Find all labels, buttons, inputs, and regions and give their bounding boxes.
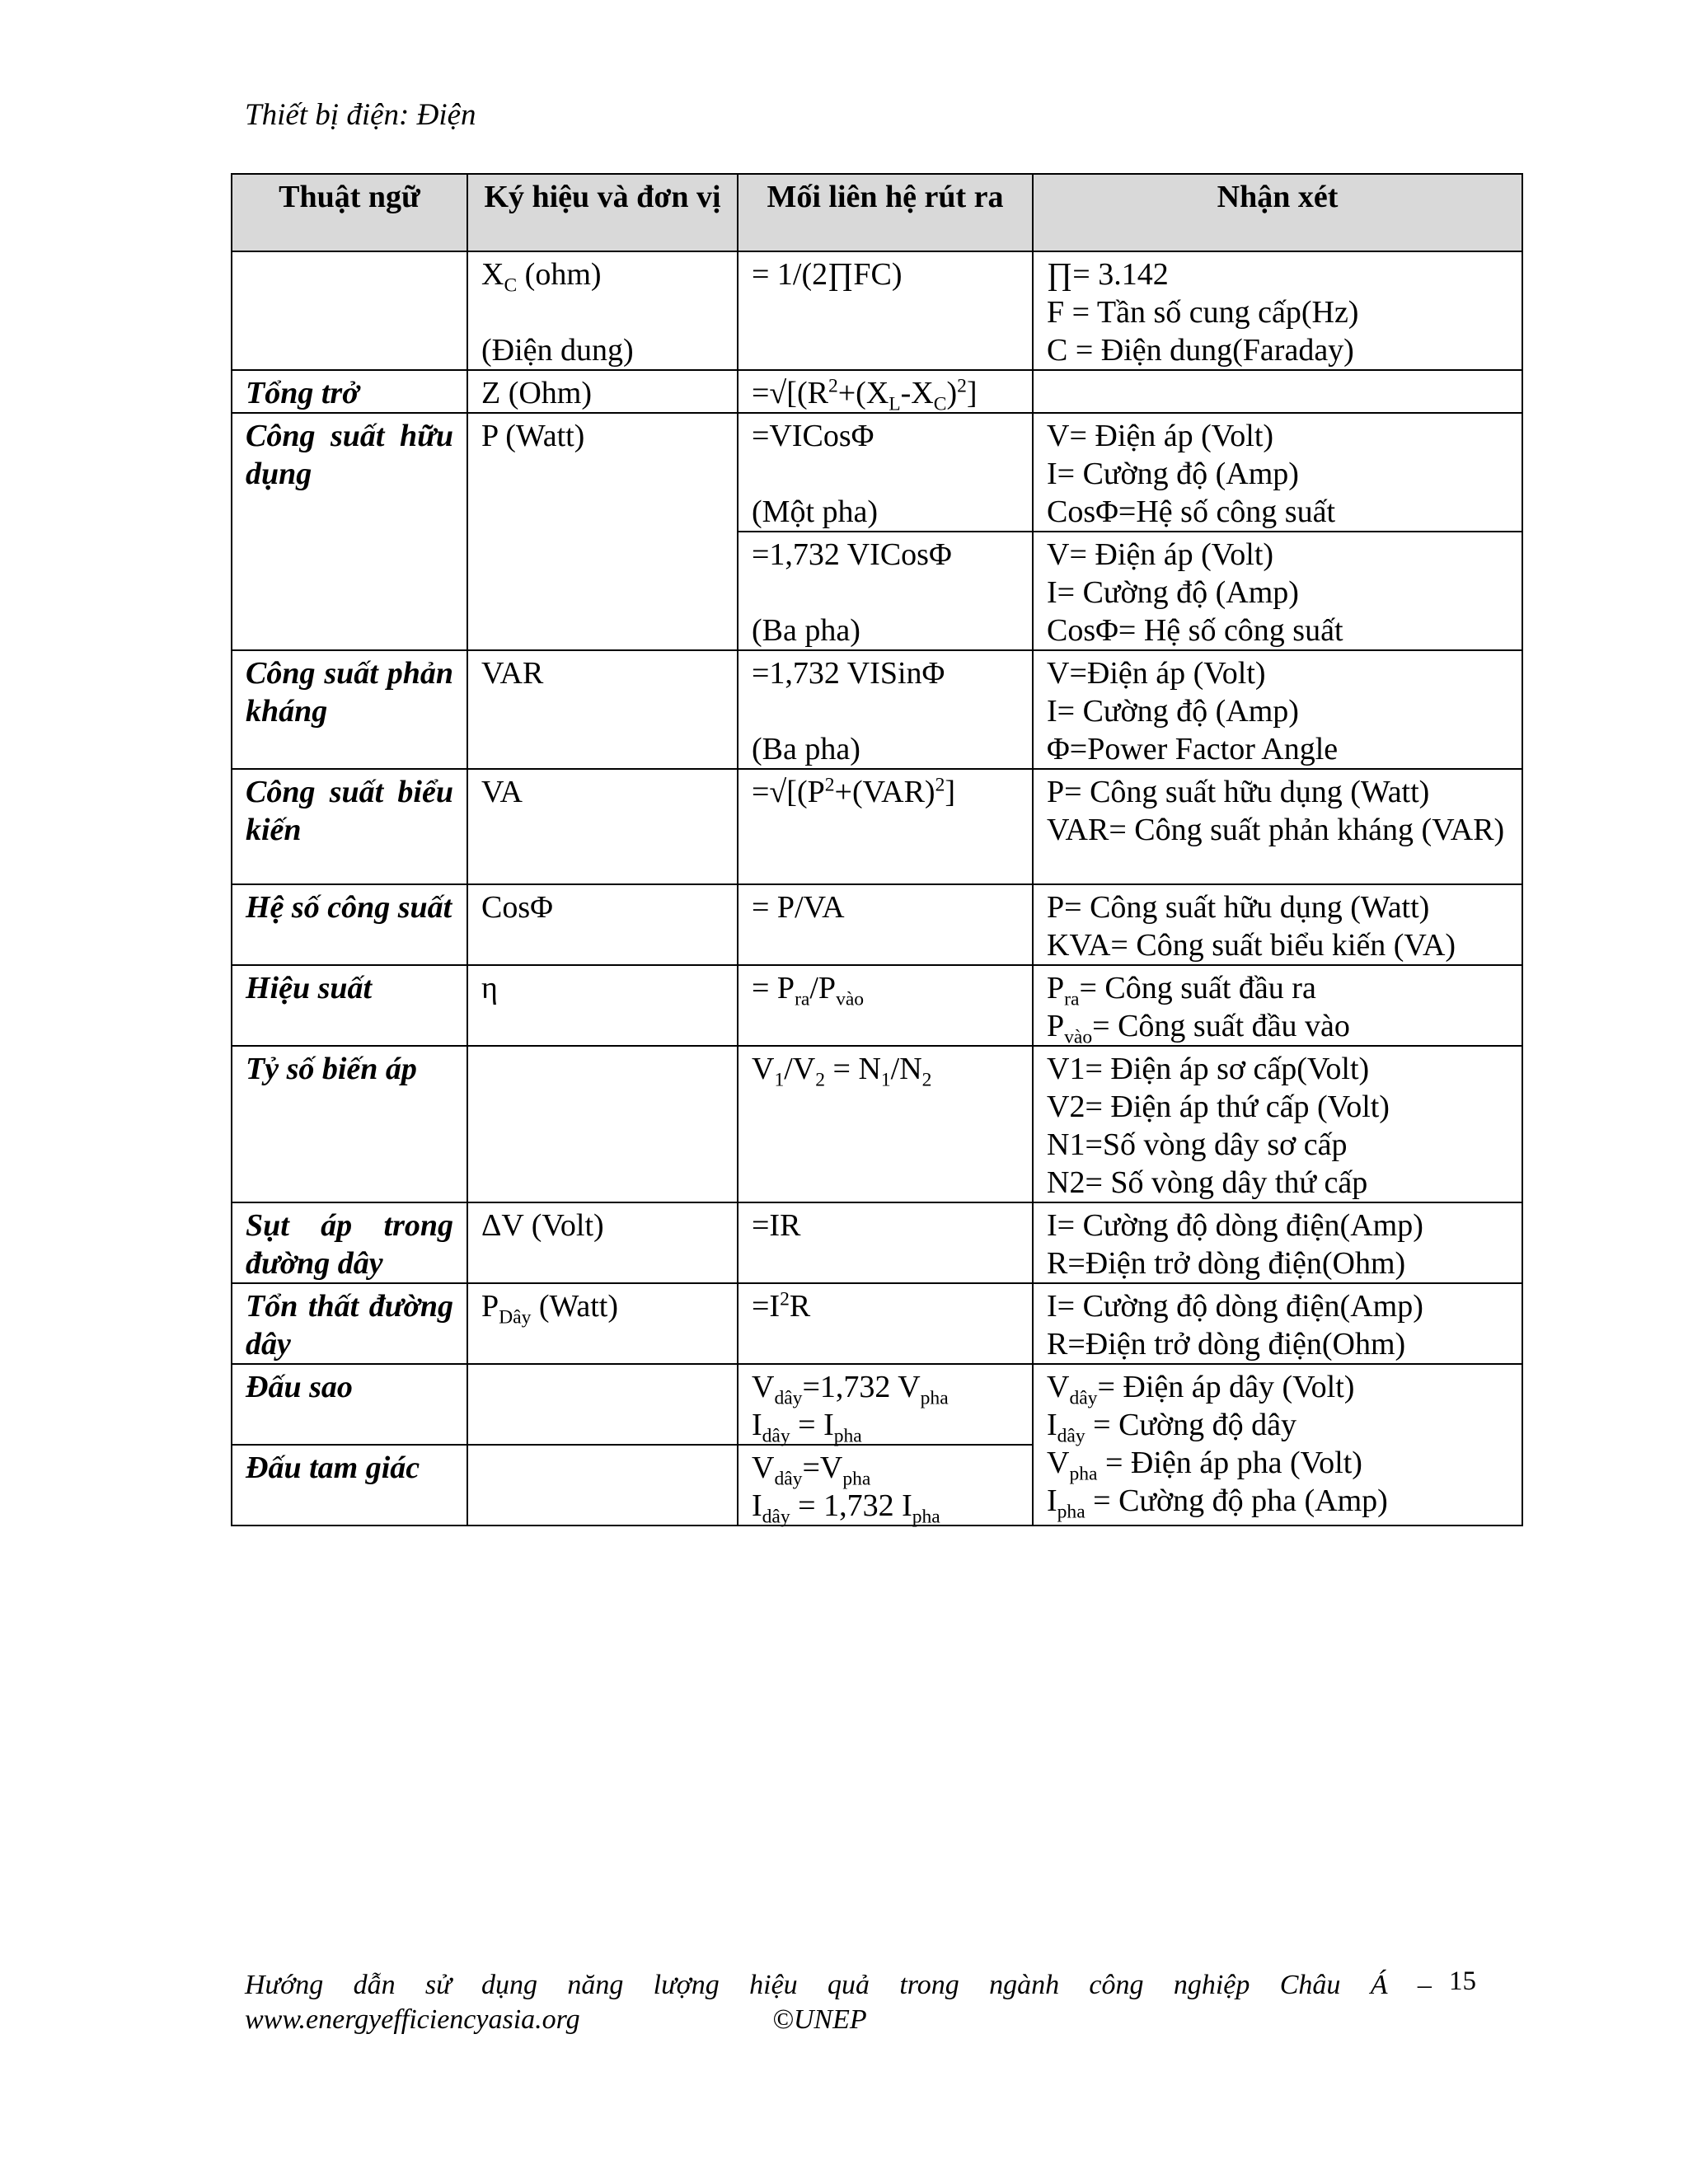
relation-cell: $V_1/V_2 = N_1/N_2$ — [738, 1046, 1033, 1202]
column-header: Ký hiệu và đơn vị — [467, 174, 738, 251]
relation-cell — [738, 413, 1033, 532]
relation-note: (Ba pha) — [752, 732, 860, 766]
term-cell: Sụt áp trong đường dây — [232, 1202, 467, 1283]
relation-cell: = $P_{ra}/P_{vào}$ — [738, 965, 1033, 1046]
notes-cell — [1033, 413, 1522, 532]
symbol-cell: $P_{Dây}$ (Watt) — [467, 1283, 738, 1364]
note-line: $V_{pha}$ = Điện áp pha (Volt) — [1047, 1446, 1362, 1485]
relation-line: $I_{dây} = 1,732$ $I_{pha}$ — [752, 1488, 940, 1528]
notes-cell — [1033, 769, 1522, 884]
relation-cell — [738, 532, 1033, 650]
symbol-cell — [467, 251, 738, 370]
symbol-line: $X_C$ (ohm) — [481, 257, 602, 297]
note-line: I= Cường độ (Amp) — [1047, 575, 1299, 610]
symbol-cell: VAR — [467, 650, 738, 769]
table-row — [232, 251, 1522, 370]
term-cell — [232, 251, 467, 370]
relation-cell — [738, 1445, 1033, 1526]
symbol-cell: P (Watt) — [467, 413, 738, 650]
term-cell: Công suất hữu dụng — [232, 413, 467, 650]
table-row — [232, 884, 1522, 965]
notes-cell — [1033, 1283, 1522, 1364]
relation-cell — [738, 1364, 1033, 1445]
note-line: KVA= Công suất biểu kiến (VA) — [1047, 928, 1456, 963]
note-line: N2= Số vòng dây thứ cấp — [1047, 1165, 1368, 1200]
symbol-cell — [467, 1445, 738, 1526]
table-row — [232, 769, 1522, 884]
notes-cell — [1033, 532, 1522, 650]
relation-line: $V_{dây}=V_{pha}$ — [752, 1451, 871, 1490]
note-line: P= Công suất hữu dụng (Watt) — [1047, 775, 1430, 809]
term-cell: Đấu tam giác — [232, 1445, 467, 1526]
relation-cell: = P/VA — [738, 884, 1033, 965]
symbol-cell: CosΦ — [467, 884, 738, 965]
table-row — [232, 1364, 1522, 1445]
note-line: F = Tần số cung cấp(Hz) — [1047, 295, 1359, 330]
column-header: Mối liên hệ rút ra — [738, 174, 1033, 251]
column-header: Thuật ngữ — [232, 174, 467, 251]
note-line: R=Điện trở dòng điện(Ohm) — [1047, 1327, 1406, 1361]
relation-cell — [738, 650, 1033, 769]
note-line: V1= Điện áp sơ cấp(Volt) — [1047, 1052, 1370, 1086]
page-footer — [245, 1968, 1432, 2037]
note-line: CosΦ= Hệ số công suất — [1047, 613, 1343, 648]
note-line: C = Điện dung(Faraday) — [1047, 333, 1354, 368]
note-line: ∏= 3.142 — [1047, 257, 1169, 292]
note-line: P= Công suất hữu dụng (Watt) — [1047, 890, 1430, 925]
note-line: $I_{dây}$ = Cường độ dây — [1047, 1408, 1296, 1447]
relation-line: $V_{dây}=1,732$ $V_{pha}$ — [752, 1370, 949, 1409]
term-cell: Tổng trở — [232, 370, 467, 413]
note-line: N1=Số vòng dây sơ cấp — [1047, 1127, 1348, 1162]
symbol-note: (Điện dung) — [481, 333, 634, 368]
term-cell: Đấu sao — [232, 1364, 467, 1445]
note-line: I= Cường độ (Amp) — [1047, 457, 1299, 491]
symbol-cell — [467, 1364, 738, 1445]
note-line: VAR= Công suất phản kháng (VAR) — [1047, 813, 1505, 847]
formula-table — [231, 173, 1523, 1526]
notes-cell — [1033, 884, 1522, 965]
symbol-cell: η — [467, 965, 738, 1046]
footer-website[interactable]: www.energyefficiencyasia.org — [245, 2004, 580, 2035]
term-cell: Hiệu suất — [232, 965, 467, 1046]
table-row — [232, 370, 1522, 413]
relation-note: (Ba pha) — [752, 613, 860, 648]
relation-line: =1,732 VISinΦ — [752, 656, 945, 691]
note-line: V2= Điện áp thứ cấp (Volt) — [1047, 1090, 1390, 1124]
table-row — [232, 413, 1522, 532]
note-line: CosΦ=Hệ số công suất — [1047, 494, 1336, 529]
table-row — [232, 1202, 1522, 1283]
page-number: 15 — [1449, 1966, 1476, 1996]
note-line: R=Điện trở dòng điện(Ohm) — [1047, 1246, 1406, 1281]
notes-cell — [1033, 965, 1522, 1046]
relation-cell: =IR — [738, 1202, 1033, 1283]
note-line: $I_{pha}$ = Cường độ pha (Amp) — [1047, 1483, 1388, 1523]
table-row — [232, 650, 1522, 769]
relation-line: =1,732 VICosΦ — [752, 537, 952, 572]
notes-cell — [1033, 1046, 1522, 1202]
note-line: Φ=Power Factor Angle — [1047, 732, 1339, 766]
notes-cell — [1033, 251, 1522, 370]
notes-cell — [1033, 1202, 1522, 1283]
relation-cell: = 1/(2∏FC) — [738, 251, 1033, 370]
table-header-row — [232, 174, 1522, 251]
relation-note: (Một pha) — [752, 494, 879, 529]
symbol-cell — [467, 1046, 738, 1202]
note-line: I= Cường độ dòng điện(Amp) — [1047, 1289, 1423, 1324]
note-line: V= Điện áp (Volt) — [1047, 419, 1274, 453]
column-header: Nhận xét — [1033, 174, 1522, 251]
relation-line: $I_{dây} = I_{pha}$ — [752, 1408, 862, 1447]
term-cell: Tỷ số biến áp — [232, 1046, 467, 1202]
table-row — [232, 965, 1522, 1046]
symbol-cell: VA — [467, 769, 738, 884]
footer-title: Hướng dẫn sử dụng năng lượng hiệu quả trong ngành công nghiệp Châu Á – — [245, 1970, 1432, 2000]
note-line: I= Cường độ (Amp) — [1047, 694, 1299, 729]
note-line: V= Điện áp (Volt) — [1047, 537, 1274, 572]
relation-line: =VICosΦ — [752, 419, 874, 453]
term-cell: Hệ số công suất — [232, 884, 467, 965]
document-header: Thiết bị điện: Điện — [245, 98, 476, 132]
note-line: V=Điện áp (Volt) — [1047, 656, 1266, 691]
relation-cell: $=√[(R^2+(X_L-X_C)^2]$ — [738, 370, 1033, 413]
footer-copyright: ©UNEP — [772, 2004, 867, 2035]
relation-cell: $=√[(P^2+(VAR)^2]$ — [738, 769, 1033, 884]
term-cell: Công suất biểu kiến — [232, 769, 467, 884]
note-line: $V_{dây}=$ Điện áp dây (Volt) — [1047, 1370, 1355, 1409]
term-cell: Công suất phản kháng — [232, 650, 467, 769]
note-line: I= Cường độ dòng điện(Amp) — [1047, 1208, 1423, 1243]
table-row — [232, 1046, 1522, 1202]
notes-cell — [1033, 370, 1522, 413]
note-line: $P_{vào}=$ Công suất đầu vào — [1047, 1009, 1350, 1048]
table-row — [232, 1283, 1522, 1364]
notes-cell — [1033, 1364, 1522, 1526]
symbol-cell: ΔV (Volt) — [467, 1202, 738, 1283]
relation-cell: $=I^2R$ — [738, 1283, 1033, 1364]
note-line: $P_{ra}=$ Công suất đầu ra — [1047, 971, 1316, 1010]
term-cell: Tổn thất đường dây — [232, 1283, 467, 1364]
notes-cell — [1033, 650, 1522, 769]
symbol-cell: Z (Ohm) — [467, 370, 738, 413]
